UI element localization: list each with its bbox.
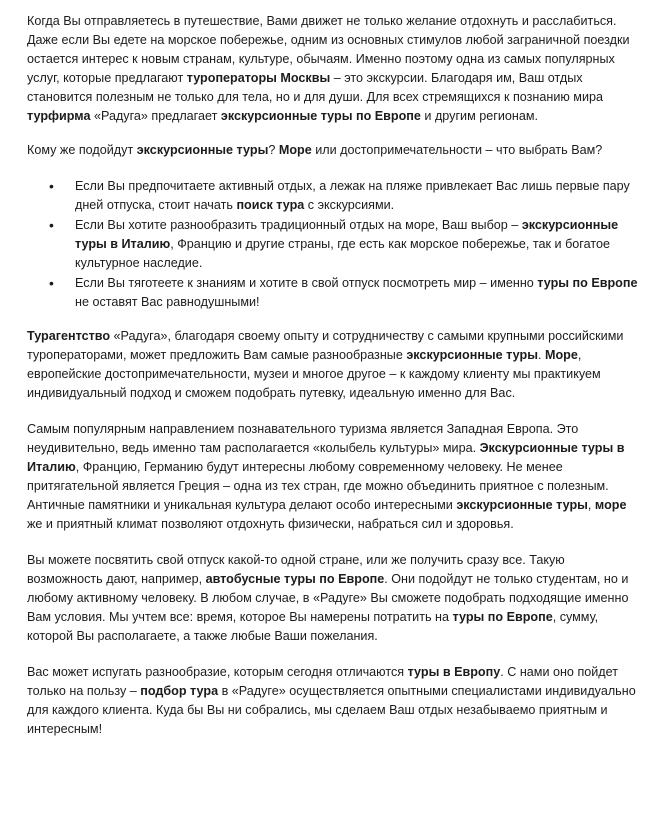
text-run: . Они подойдут не только студентам, но и любому активному человеку. В любом случае, в «Радуге» Вы сможете подобрать подходящие именно Вам условия. Мы учтем все: время, которое Вы намерены потратить на [27, 572, 629, 624]
bold-term: море [594, 498, 627, 512]
text-run: , Францию, Германию будут интересны любому современному человеку. Не менее притягательной является Греция – одна из тех стран, где можно объединить приятное с полезным. Античные памятники и уникальная культура делают особо интересными [27, 460, 609, 512]
bold-term: автобусные туры по Европе [205, 572, 385, 586]
paragraph-closing [27, 663, 638, 739]
paragraph-question [27, 141, 638, 160]
bold-term: Море [544, 348, 578, 362]
bold-term: Экскурсионные туры в Италию [27, 441, 625, 474]
paragraph-agency [27, 327, 638, 403]
bold-term: туроператоры Москвы [186, 71, 331, 85]
text-run: Самым популярным направлением познавательного туризма является Западная Европа. Это неудивительно, ведь именно там располагается «колыбель культуры» мира. [27, 422, 579, 455]
text-run: Если Вы тяготеете к знаниям и хотите в свой отпуск посмотреть мир – именно [75, 276, 538, 290]
text-run: «Радуга» предлагает [90, 109, 221, 123]
bold-term: Море [278, 143, 312, 157]
text-run: , сумму, которой Вы располагаете, а также любые Ваши пожелания. [27, 610, 599, 643]
bold-term: экскурсионные туры [456, 498, 588, 512]
text-run: – это экскурсии. Благодаря им, Ваш отдых становится полезным не только для тела, но и для души. Для всех стремящихся к познанию мира [27, 71, 603, 104]
text-run: ? [268, 143, 279, 157]
bold-term: туры по Европе [537, 276, 638, 290]
text-run: , [587, 498, 595, 512]
text-run: Если Вы хотите разнообразить традиционный отдых на море, Ваш выбор – [75, 218, 522, 232]
text-run: с экскурсиями. [304, 198, 395, 212]
paragraph-europe [27, 420, 638, 534]
text-run: или достопримечательности – что выбрать Вам? [311, 143, 603, 157]
bold-term: подбор тура [140, 684, 219, 698]
text-run: Вас может испугать разнообразие, которым сегодня отличаются [27, 665, 408, 679]
bold-term: туры по Европе [452, 610, 553, 624]
text-run: Кому же подойдут [27, 143, 137, 157]
text-run: , Францию и другие страны, где есть как морское побережье, так и богатое культурное наследие. [75, 237, 610, 270]
bold-term: экскурсионные туры по Европе [220, 109, 421, 123]
text-run: же и приятный климат позволяют отдохнуть физически, набраться сил и здоровья. [27, 517, 514, 531]
text-run: и другим регионам. [420, 109, 538, 123]
bold-term: экскурсионные туры [136, 143, 269, 157]
paragraph-bus-tours [27, 551, 638, 646]
list-item [27, 274, 638, 312]
bold-term: поиск тура [236, 198, 305, 212]
bold-term: турфирма [27, 109, 91, 123]
text-run: , европейские достопримечательности, музеи и многое другое – к каждому клиенту мы практикуем индивидуальный подход и сможем подобрать путевку, идеальную именно для Вас. [27, 348, 601, 400]
bullet-list [27, 177, 638, 312]
text-run: Когда Вы отправляетесь в путешествие, Вами движет не только желание отдохнуть и расслабиться. Даже если Вы едете на морское побережье, одним из основных стимулов любой заграничной поездки остается интерес к новым странам, культуре, обычаям. Именно поэтому одна из самых популярных услуг, которые предлагают [27, 14, 630, 85]
bold-term: экскурсионные туры [406, 348, 538, 362]
list-item [27, 216, 638, 273]
text-run: Вы можете посвятить свой отпуск какой-то одной стране, или же получить сразу все. Такую возможность дают, например, [27, 553, 565, 586]
bold-term: экскурсионные туры в Италию [75, 218, 619, 251]
text-run: . [537, 348, 545, 362]
text-run: . С нами оно пойдет только на пользу – [27, 665, 618, 698]
text-run: не оставят Вас равнодушными! [75, 295, 260, 309]
bold-term: Турагентство [27, 329, 111, 343]
list-item [27, 177, 638, 215]
bold-term: туры в Европу [407, 665, 501, 679]
paragraph-intro [27, 12, 638, 126]
text-run: в «Радуге» осуществляется опытными специалистами индивидуально для каждого клиента. Куда бы Вы ни собрались, мы сделаем Ваш отдых незабываемо приятным и интересным! [27, 684, 636, 736]
text-run: Если Вы предпочитаете активный отдых, а лежак на пляже привлекает Вас лишь первые пару дней отпуска, стоит начать [75, 179, 630, 212]
text-run: «Радуга», благодаря своему опыту и сотрудничеству с самыми крупными российскими туроператорами, может предложить Вам самые разнообразные [27, 329, 624, 362]
